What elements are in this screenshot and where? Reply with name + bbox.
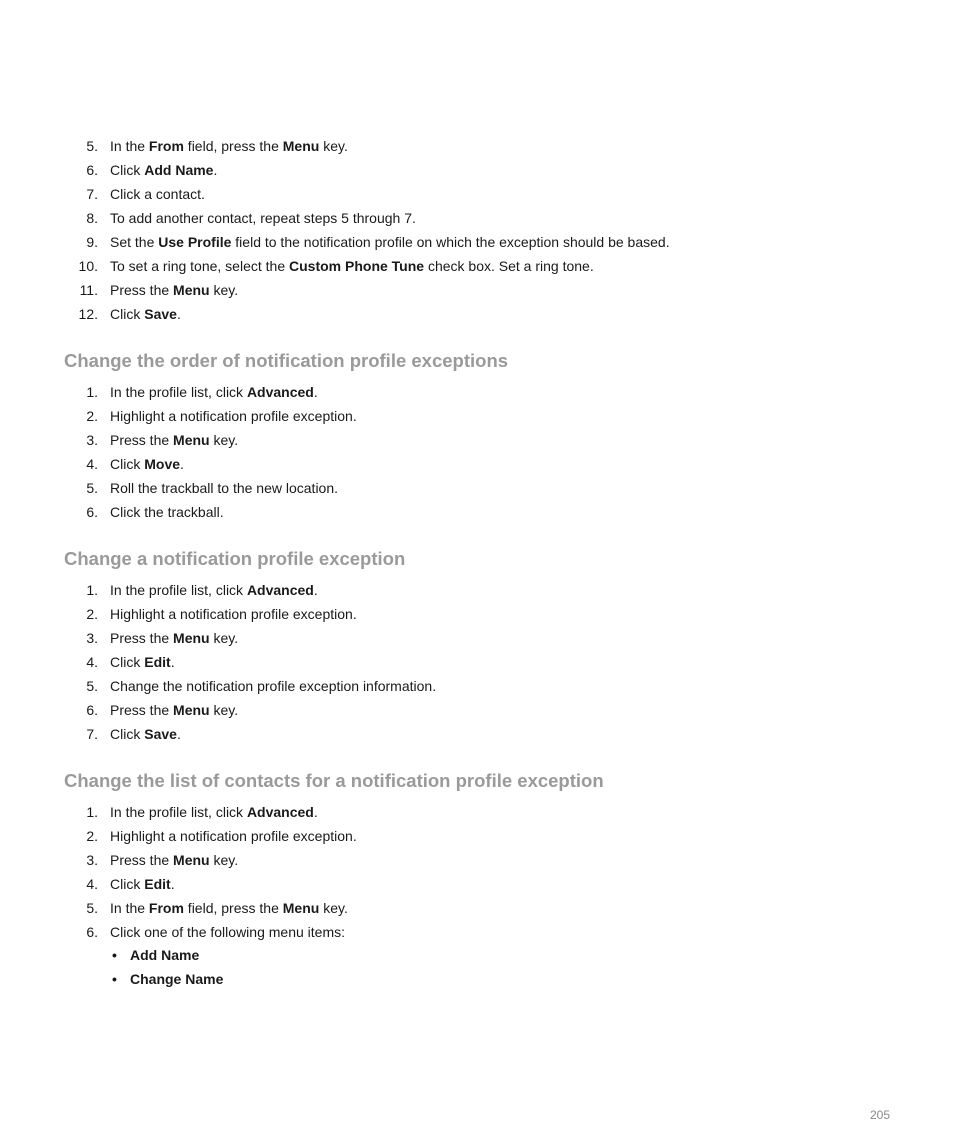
step-item [64, 182, 884, 206]
step-text-run: Roll the trackball to the new location. [110, 480, 339, 496]
step-text-run: check box. Set a ring tone. [424, 258, 594, 274]
ui-term: Menu [173, 702, 210, 718]
bullet-item [112, 943, 223, 967]
step-text [110, 504, 224, 520]
step-text-run: key. [209, 432, 239, 448]
step-number: 1. [86, 804, 98, 820]
step-text-run: Click [110, 876, 145, 892]
step-number: 12. [78, 306, 98, 322]
step-item [64, 896, 884, 920]
step-text [110, 162, 217, 178]
bullet-icon: • [112, 971, 117, 987]
step-text [110, 282, 238, 298]
step-text [110, 702, 238, 718]
step-number: 2. [86, 408, 98, 424]
step-item [64, 722, 884, 746]
step-item [64, 578, 884, 602]
step-text-run: Press the [110, 702, 174, 718]
step-text-run: Click a contact. [110, 186, 205, 202]
step-text [110, 804, 318, 820]
ui-term: Custom Phone Tune [289, 258, 425, 274]
step-list-change-contacts [64, 800, 884, 944]
step-text [110, 138, 348, 154]
step-item [64, 800, 884, 824]
bullet-icon: • [112, 947, 117, 963]
step-item [64, 872, 884, 896]
step-text-run: key. [319, 900, 348, 916]
step-item [64, 476, 884, 500]
page-number: 205 [869, 1108, 890, 1122]
step-number: 8. [86, 210, 98, 226]
step-number: 2. [86, 606, 98, 622]
ui-term: From [148, 900, 184, 916]
ui-term: Menu [173, 852, 210, 868]
step-number: 7. [86, 726, 98, 742]
step-text-run: key. [209, 702, 239, 718]
step-item [64, 698, 884, 722]
step-text-run: . [180, 456, 184, 472]
step-text [110, 828, 357, 844]
step-item [64, 278, 884, 302]
step-text-run: key. [209, 852, 239, 868]
step-number: 4. [86, 654, 98, 670]
step-text-run: Set the [110, 234, 159, 250]
ui-term: Menu [173, 432, 210, 448]
step-text-run: Press the [110, 432, 174, 448]
step-number: 3. [86, 630, 98, 646]
step-text [110, 480, 338, 496]
ui-term: Move [144, 456, 181, 472]
step-item [64, 674, 884, 698]
step-text-run: . [170, 654, 175, 670]
section-heading-change-contacts: Change the list of contacts for a notification profile exception [64, 770, 604, 791]
step-text-run: In the profile list, click [110, 384, 247, 400]
step-number: 1. [86, 582, 98, 598]
step-text [110, 852, 238, 868]
step-item [64, 824, 884, 848]
step-text [110, 384, 318, 400]
step-text [110, 876, 175, 892]
step-number: 2. [86, 828, 98, 844]
step-text-run: key. [209, 630, 239, 646]
step-text-run: Click one of the following menu items: [110, 924, 345, 940]
step-text-run: Press the [110, 630, 174, 646]
ui-term: Menu [173, 630, 210, 646]
step-text-run: Highlight a notification profile exception. [110, 606, 357, 622]
ui-term: Advanced [246, 384, 314, 400]
step-number: 1. [86, 384, 98, 400]
step-number: 5. [86, 480, 98, 496]
step-number: 5. [86, 678, 98, 694]
step-text [110, 606, 357, 622]
step-text-run: Highlight a notification profile exception. [110, 828, 357, 844]
step-text-run: . [313, 804, 318, 820]
step-number: 5. [86, 900, 98, 916]
step-text [110, 654, 175, 670]
step-number: 6. [86, 504, 98, 520]
step-text [110, 582, 318, 598]
step-text-run: . [176, 726, 181, 742]
step-item [64, 848, 884, 872]
step-text-run: Click [110, 162, 145, 178]
step-item [64, 650, 884, 674]
ui-term: Add Name [144, 162, 214, 178]
step-text-run: In the profile list, click [110, 804, 247, 820]
step-list-continued [64, 134, 884, 326]
step-number: 3. [86, 852, 98, 868]
step-text [110, 306, 181, 322]
step-text-run: To set a ring tone, select the [110, 258, 289, 274]
step-number: 10. [78, 258, 98, 274]
step-text-run: . [176, 306, 181, 322]
step-item [64, 452, 884, 476]
ui-term: Menu [282, 138, 320, 154]
step-text [110, 726, 181, 742]
step-text-run: Press the [110, 852, 174, 868]
step-text-run: Click [110, 456, 145, 472]
step-number: 6. [86, 702, 98, 718]
step-text-run: Click [110, 654, 145, 670]
step-text [110, 234, 670, 250]
step-text-run: In the [110, 138, 149, 154]
step-item [64, 134, 884, 158]
bullet-item [112, 967, 223, 991]
step-item [64, 428, 884, 452]
step-number: 7. [86, 186, 98, 202]
step-item [64, 230, 884, 254]
step-item [64, 206, 884, 230]
ui-term: Save [144, 306, 177, 322]
step-list-change-exception [64, 578, 884, 746]
ui-term: Use Profile [158, 234, 232, 250]
step-item [64, 158, 884, 182]
step-text [110, 258, 594, 274]
step-text-run: Highlight a notification profile exception. [110, 408, 357, 424]
step-item [64, 602, 884, 626]
step-text-run: . [313, 582, 318, 598]
step-text [110, 408, 357, 424]
ui-term: Advanced [246, 804, 314, 820]
step-item [64, 380, 884, 404]
step-item [64, 404, 884, 428]
step-text-run: To add another contact, repeat steps 5 through 7. [110, 210, 416, 226]
step-text-run: key. [319, 138, 348, 154]
step-number: 9. [86, 234, 98, 250]
step-text [110, 210, 416, 226]
step-text-run: Click the trackball. [110, 504, 224, 520]
step-text-run: field to the notification profile on which the exception should be based. [231, 234, 670, 250]
step-text-run: key. [209, 282, 239, 298]
step-item [64, 920, 884, 944]
step-number: 11. [79, 282, 98, 298]
ui-term: Menu [282, 900, 320, 916]
step-text-run: field, press the [183, 900, 283, 916]
ui-term: Save [144, 726, 177, 742]
ui-term: From [148, 138, 184, 154]
ui-term: Edit [144, 876, 171, 892]
bullet-item-label: Add Name [130, 947, 200, 963]
step-text-run: Press the [110, 282, 174, 298]
step-text-run: In the profile list, click [110, 582, 247, 598]
step-list-order-exceptions [64, 380, 884, 524]
step-text [110, 900, 348, 916]
step-item [64, 500, 884, 524]
step-text-run: In the [110, 900, 149, 916]
ui-term: Edit [144, 654, 171, 670]
step-number: 4. [86, 456, 98, 472]
menu-items-bullet-list [112, 943, 223, 991]
ui-term: Advanced [246, 582, 314, 598]
step-item [64, 302, 884, 326]
step-text-run: Click [110, 306, 145, 322]
step-text [110, 924, 345, 940]
step-text-run: Change the notification profile exception information. [110, 678, 437, 694]
step-text [110, 678, 436, 694]
step-text-run: . [170, 876, 175, 892]
step-text [110, 432, 238, 448]
step-number: 4. [86, 876, 98, 892]
step-number: 6. [86, 162, 98, 178]
step-text-run: . [313, 384, 318, 400]
step-text-run: . [213, 162, 218, 178]
ui-term: Menu [173, 282, 210, 298]
step-item [64, 254, 884, 278]
step-item [64, 626, 884, 650]
bullet-item-label: Change Name [130, 971, 224, 987]
step-text [110, 456, 184, 472]
step-number: 3. [86, 432, 98, 448]
section-heading-order-exceptions: Change the order of notification profile exceptions [64, 350, 509, 371]
step-number: 6. [86, 924, 98, 940]
step-text [110, 186, 205, 202]
step-text-run: field, press the [183, 138, 283, 154]
section-heading-change-exception: Change a notification profile exception [64, 548, 406, 569]
step-text-run: Click [110, 726, 145, 742]
step-text [110, 630, 238, 646]
step-number: 5. [86, 138, 98, 154]
